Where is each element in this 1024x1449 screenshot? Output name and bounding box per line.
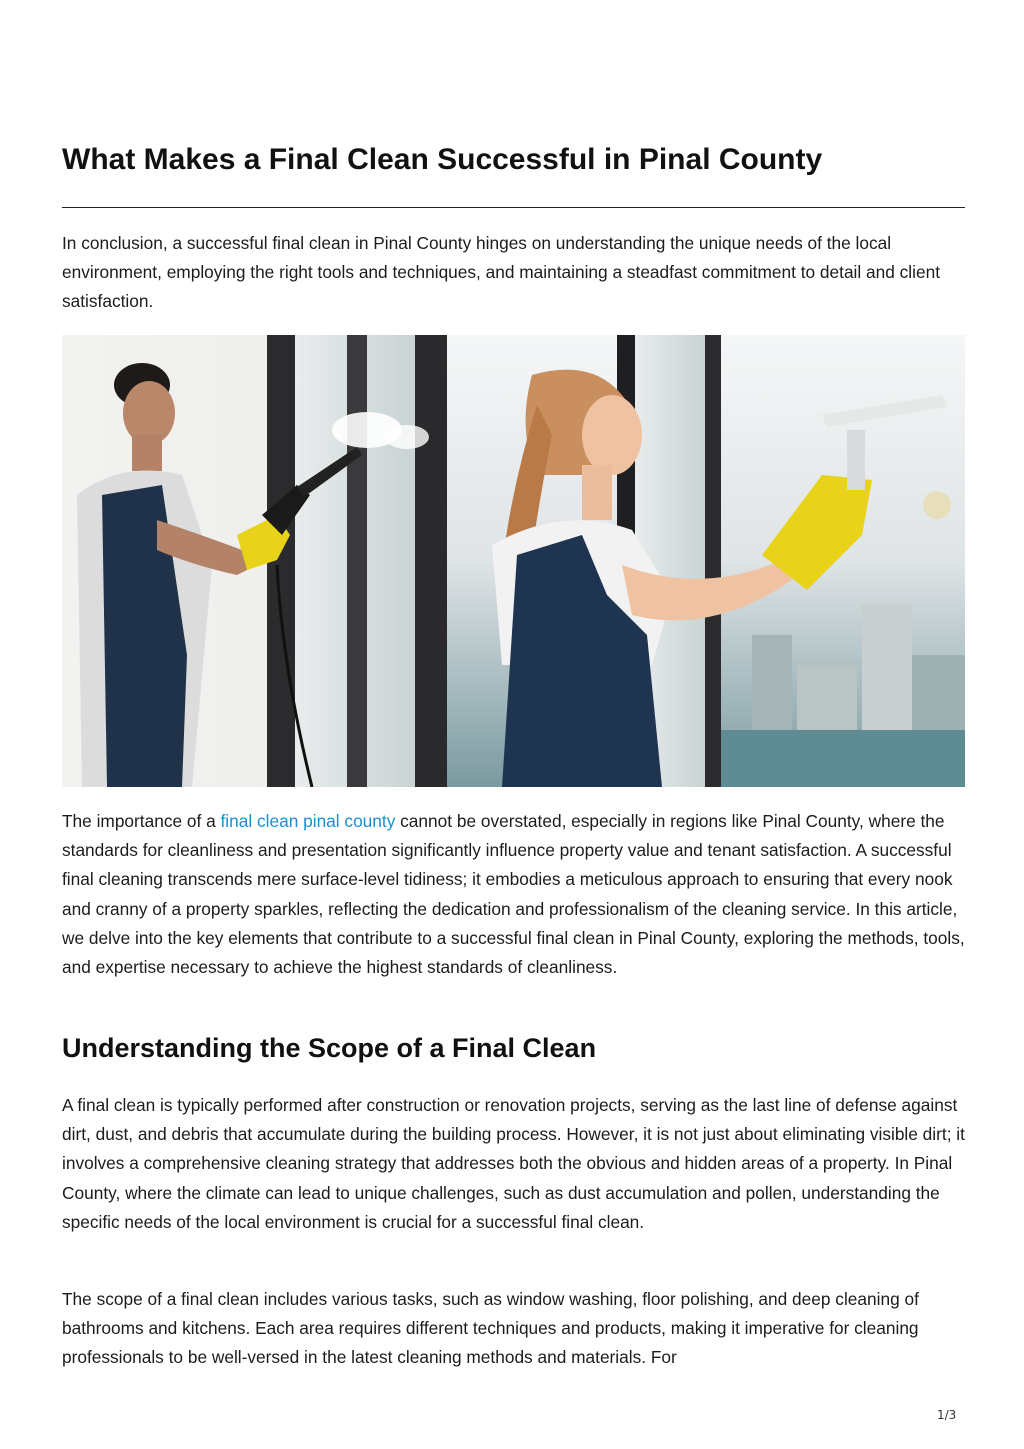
section-heading: Understanding the Scope of a Final Clean: [62, 1033, 597, 1063]
title-divider: [62, 207, 965, 208]
page-number: 1/3: [937, 1408, 957, 1422]
window-cleaning-photo: [62, 335, 965, 787]
final-clean-link[interactable]: final clean pinal county: [220, 811, 396, 831]
scope-paragraph-2: The scope of a final clean includes various tasks, such as window washing, floor polishing, and deep cleaning of bathrooms and kitchens. Each area requires different techniques and products, making it imperative for cleaning professionals to be well-versed in the latest cleaning methods and materials. For: [62, 1289, 919, 1368]
importance-text-after: cannot be overstated, especially in regions like Pinal County, where the standards for cleanliness and presentation significantly influence property value and tenant satisfaction. A successful final cleaning transcends mere surface-level tidiness; it embodies a meticulous approach to ensuring that every nook and cranny of a property sparkles, reflecting the dedication and professionalism of the cleaning service. In this article, we delve into the key elements that contribute to a successful final clean in Pinal County, exploring the methods, tools, and expertise necessary to achieve the highest standards of cleanliness.: [62, 811, 965, 978]
scope-paragraph-1: A final clean is typically performed after construction or renovation projects, serving as the last line of defense against dirt, dust, and debris that accumulate during the building process. However, it is not just about eliminating visible dirt; it involves a comprehensive cleaning strategy that addresses both the obvious and hidden areas of a property. In Pinal County, where the climate can lead to unique challenges, such as dust accumulation and pollen, understanding the specific needs of the local environment is crucial for a successful final clean.: [62, 1095, 965, 1232]
hero-image: [62, 335, 965, 787]
article-title: What Makes a Final Clean Successful in Pinal County: [62, 143, 823, 176]
intro-paragraph: In conclusion, a successful final clean in Pinal County hinges on understanding the unique needs of the local environment, employing the right tools and techniques, and maintaining a steadfast commitment to detail and client satisfaction.: [62, 233, 941, 312]
importance-text-before: The importance of a: [62, 811, 221, 831]
importance-paragraph: [62, 807, 965, 982]
